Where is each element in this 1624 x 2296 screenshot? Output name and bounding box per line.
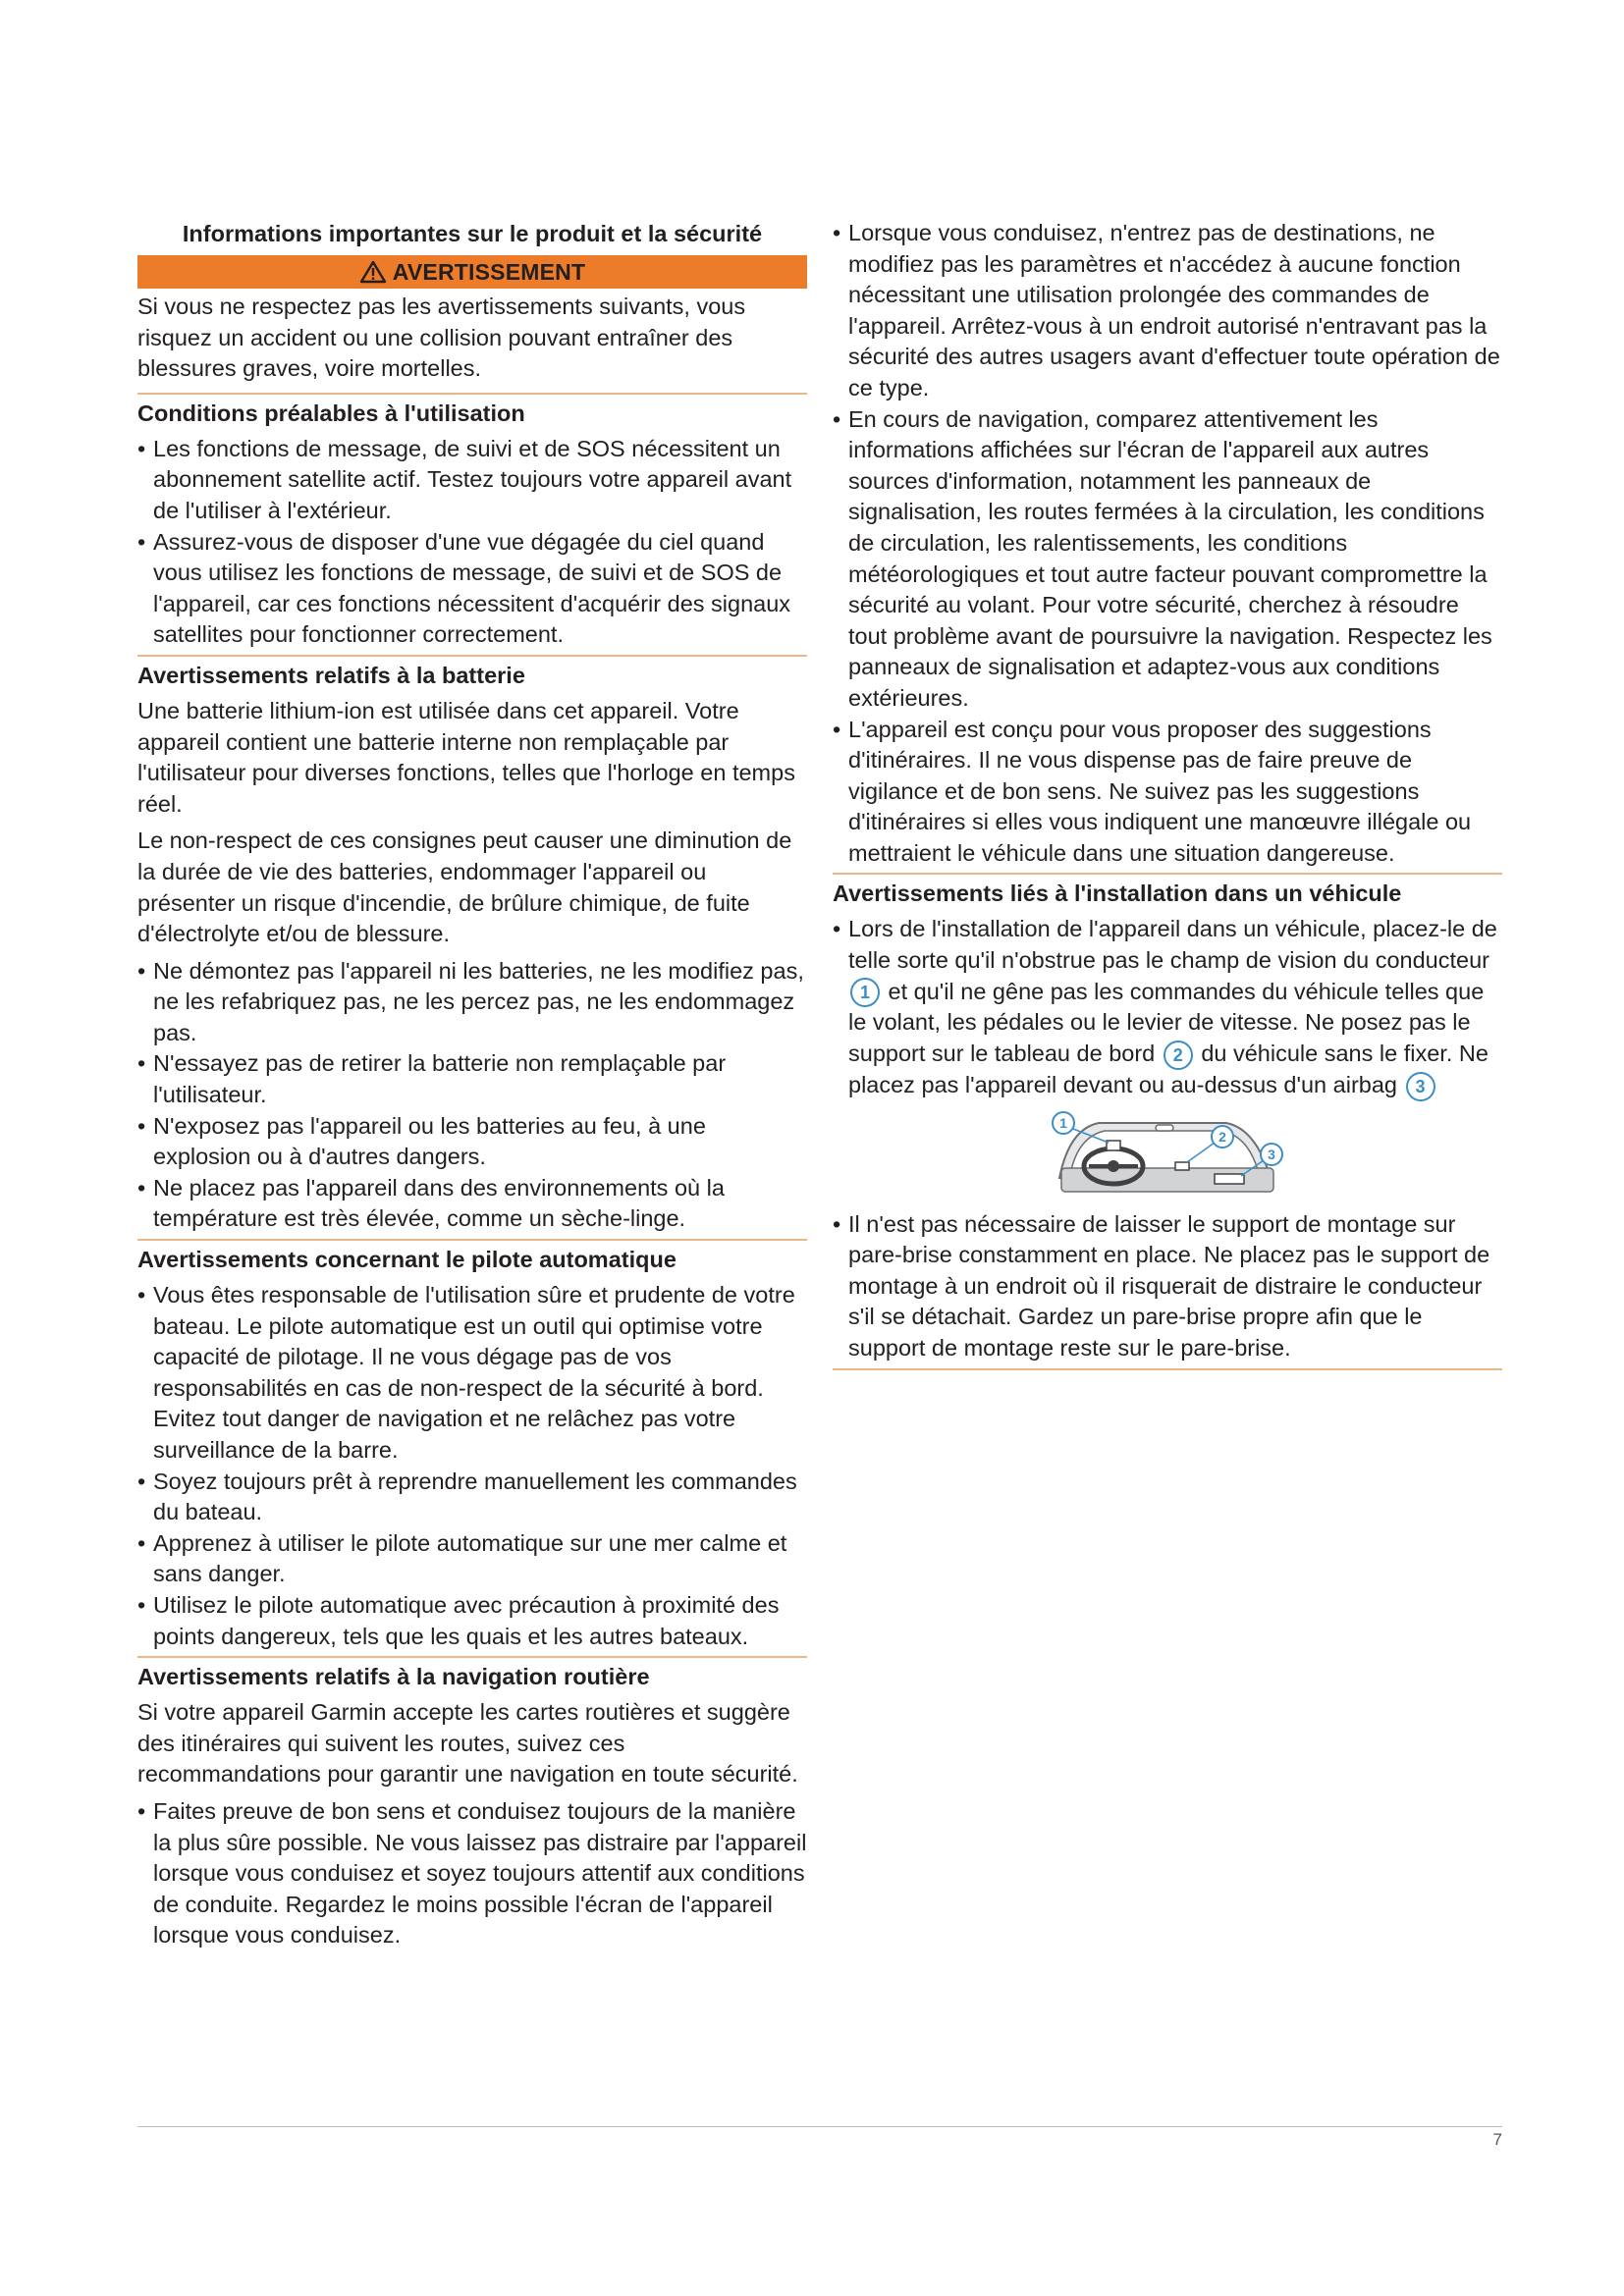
section-title-road: Avertissements relatifs à la navigation routière xyxy=(137,1656,807,1691)
callout-badge-1: 1 xyxy=(850,978,880,1007)
list-item: • Les fonctions de message, de suivi et de SOS nécessitent un abonnement satellite actif. Testez toujours votre appareil avant de l'utiliser à l'extérieur. xyxy=(137,434,807,527)
road-paragraph: Si votre appareil Garmin accepte les cartes routières et suggère des itinéraires qui suivent les routes, suivez ces recommandations pour garantir une navigation en toute sécurité. xyxy=(137,1699,798,1788)
dashboard-figure xyxy=(833,1109,1502,1198)
section-title-battery: Avertissements relatifs à la batterie xyxy=(137,655,807,690)
vehicle-list xyxy=(833,914,1502,1100)
callout-badge-2: 2 xyxy=(1164,1041,1193,1070)
section-title-vehicle: Avertissements liés à l'installation dans un véhicule xyxy=(833,873,1502,908)
warning-text: Si vous ne respectez pas les avertissements suivants, vous risquez un accident ou une collision pouvant entraîner des blessures graves, voire mortelles. xyxy=(137,294,746,382)
list-item: • Faites preuve de bon sens et conduisez toujours de la manière la plus sûre possible. Ne vous laissez pas distraire par l'appareil lorsque vous conduisez et soyez toujours attentif aux conditions de conduite. Regardez le moins possible l'écran de l'appareil lorsque vous conduisez. xyxy=(137,1796,807,1951)
section-title-prereq: Conditions préalables à l'utilisation xyxy=(137,393,807,428)
list-item: • N'essayez pas de retirer la batterie non remplaçable par l'utilisateur. xyxy=(137,1048,807,1110)
battery-list xyxy=(137,956,807,1235)
list-item: • Lorsque vous conduisez, n'entrez pas de destinations, ne modifiez pas les paramètres et n'accédez à aucune fonction nécessitant une utilisation prolongée des commandes de l'appareil. Arrêtez-vous à un endroit autorisé n'entravant pas la sécurité des autres usagers avant d'effectuer toute opération de ce type. xyxy=(833,218,1502,404)
list-item: • Ne démontez pas l'appareil ni les batteries, ne les modifiez pas, ne les refabriquez pas, ne les percez pas, ne les endommagez pas. xyxy=(137,956,807,1049)
figure-callout-1: 1 xyxy=(1059,1114,1067,1131)
list-item: • Assurez-vous de disposer d'une vue dégagée du ciel quand vous utilisez les fonctions de message, de suivi et de SOS de l'appareil, car ces fonctions nécessitent d'acquérir des signaux satellites pour fonctionner correctement. xyxy=(137,527,807,651)
road-list-left xyxy=(137,1796,807,1951)
autopilot-list xyxy=(137,1280,807,1652)
warning-triangle-icon xyxy=(359,260,387,284)
list-item: • N'exposez pas l'appareil ou les batteries au feu, à une explosion ou à d'autres dangers. xyxy=(137,1111,807,1173)
list-item: • Vous êtes responsable de l'utilisation sûre et prudente de votre bateau. Le pilote automatique est un outil qui optimise votre capacité de pilotage. Il ne vous dégage pas de vos responsabilités en cas de non-respect de la sécurité à bord. Evitez tout danger de navigation et ne relâchez pas votre surveillance de la barre. xyxy=(137,1280,807,1467)
figure-callout-3: 3 xyxy=(1268,1146,1275,1162)
page-number: 7 xyxy=(1492,2130,1502,2149)
list-item: • Soyez toujours prêt à reprendre manuellement les commandes du bateau. xyxy=(137,1467,807,1528)
section-end-rule xyxy=(833,1368,1502,1370)
vehicle-text-part2: et qu'il ne gêne pas les commandes du véhicule telles que le volant, les pédales ou le levier de vitesse. Ne posez pas le support sur le tableau de bord xyxy=(848,978,1485,1067)
warning-label: AVERTISSEMENT xyxy=(392,258,586,285)
list-item: • Il n'est pas nécessaire de laisser le support de montage sur pare-brise constamment en place. Ne placez pas le support de montage à un endroit où il risquerait de distraire le conducteur s'il se détachait. Gardez un pare-brise propre afin que le support de montage reste sur le pare-brise. xyxy=(833,1209,1502,1364)
battery-paragraph: Une batterie lithium-ion est utilisée dans cet appareil. Votre appareil contient une batterie interne non remplaçable par l'utilisateur pour diverses fonctions, telles que l'horloge en temps réel. xyxy=(137,697,795,817)
list-item: • Apprenez à utiliser le pilote automatique sur une mer calme et sans danger. xyxy=(137,1528,807,1590)
battery-paragraph: Le non-respect de ces consignes peut causer une diminution de la durée de vie des batteries, endommager l'appareil ou présenter un risque d'incendie, de brûlure chimique, de fuite d'électrolyte et/ou de blessure. xyxy=(137,828,792,947)
car-dashboard-illustration xyxy=(1040,1109,1295,1198)
page-title: Informations importantes sur le produit et la sécurité xyxy=(182,221,763,246)
figure-callout-2: 2 xyxy=(1218,1128,1226,1145)
section-title-autopilot: Avertissements concernant le pilote automatique xyxy=(137,1239,807,1274)
list-item: • Utilisez le pilote automatique avec précaution à proximité des points dangereux, tels que les quais et les autres bateaux. xyxy=(137,1590,807,1652)
vehicle-text-part3: du véhicule sans le fixer. Ne placez pas l'appareil devant ou au-dessus d'un airbag xyxy=(848,1041,1489,1097)
callout-badge-3: 3 xyxy=(1406,1072,1435,1101)
list-item xyxy=(833,914,1502,1100)
footer-divider xyxy=(137,2126,1502,2127)
right-column xyxy=(833,218,1502,1370)
list-item: • Ne placez pas l'appareil dans des environnements où la température est très élevée, comme un sèche-linge. xyxy=(137,1173,807,1235)
vehicle-list-2 xyxy=(833,1209,1502,1364)
list-item: • En cours de navigation, comparez attentivement les informations affichées sur l'écran de l'appareil aux autres sources d'information, notamment les panneaux de signalisation, les routes fermées à la circulation, les conditions de circulation, les ralentissements, les conditions météorologiques et tout autre facteur pouvant compromettre la sécurité au volant. Pour votre sécurité, cherchez à résoudre tout problème avant de poursuivre la navigation. Respectez les panneaux de signalisation et adaptez-vous aux conditions extérieures. xyxy=(833,404,1502,715)
left-column xyxy=(137,218,807,1955)
warning-banner xyxy=(137,255,807,289)
list-item: • L'appareil est conçu pour vous proposer des suggestions d'itinéraires. Il ne vous dispense pas de faire preuve de vigilance et de bon sens. Ne suivez pas les suggestions d'itinéraires si elles vous indiquent une manœuvre illégale ou mettraient le véhicule dans une situation dangereuse. xyxy=(833,715,1502,870)
prereq-list xyxy=(137,434,807,651)
vehicle-text-part1: Lors de l'installation de l'appareil dans un véhicule, placez-le de telle sorte qu'il n'obstrue pas le champ de vision du conducteur xyxy=(848,916,1497,974)
road-list-right xyxy=(833,218,1502,869)
